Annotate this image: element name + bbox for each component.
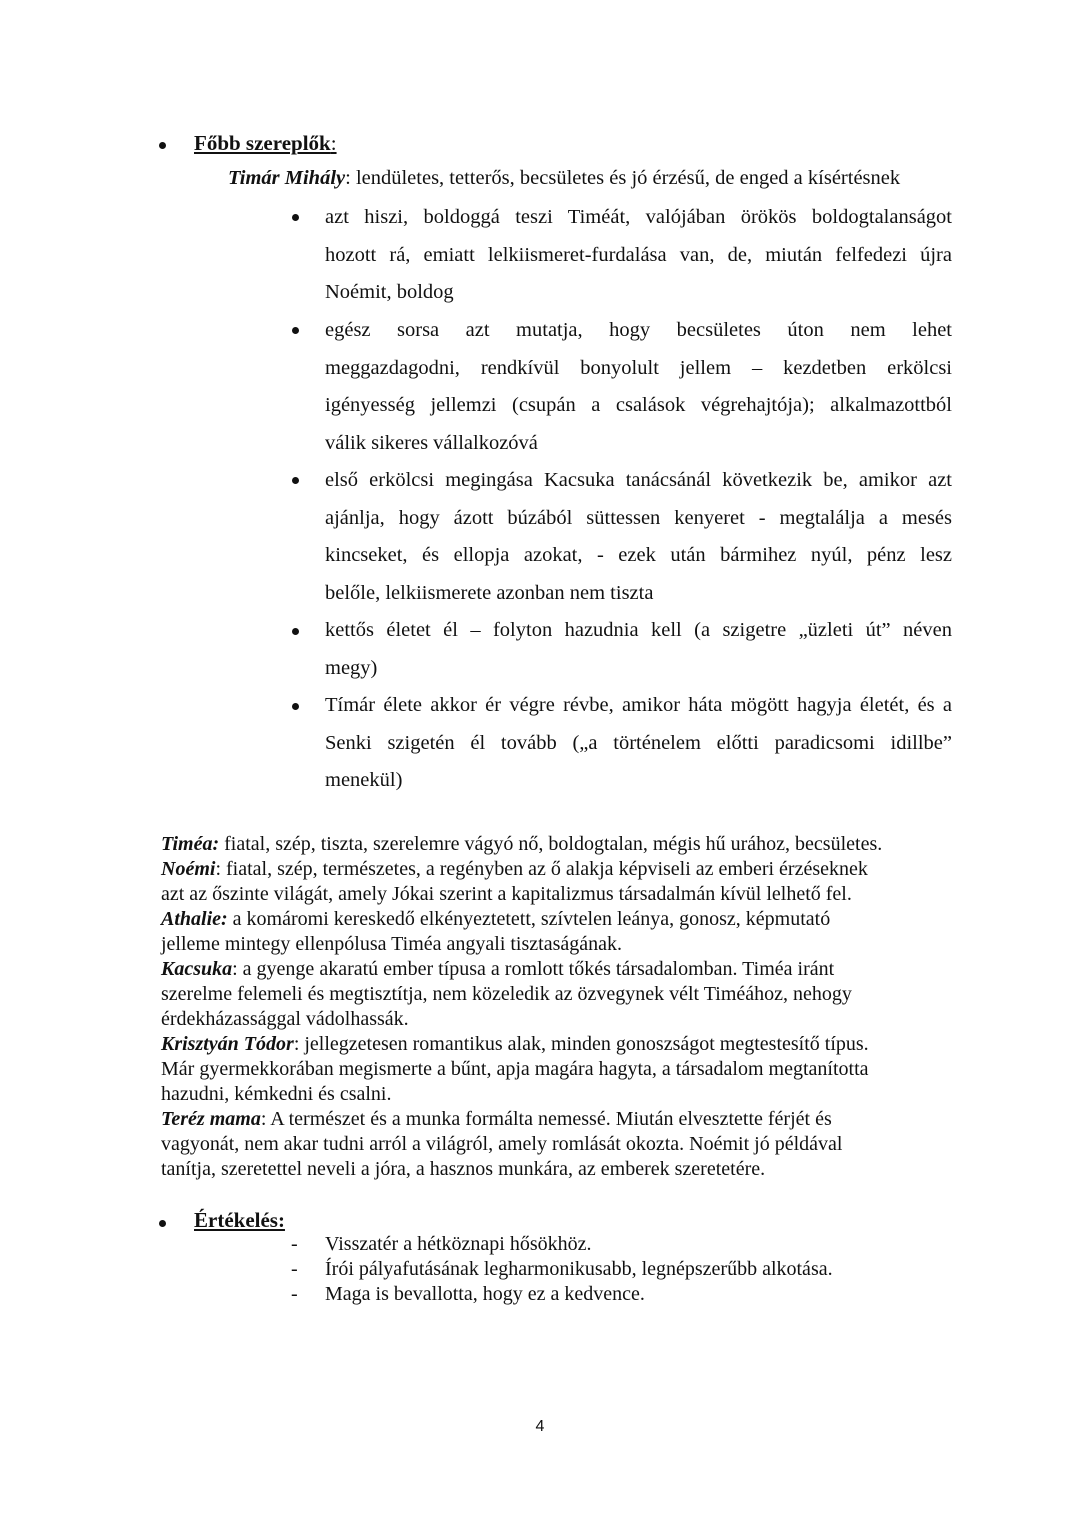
text-line: igényesség jellemzi (csupán a csalások végrehajtója); alkalmazottból: [325, 394, 952, 416]
evaluation-item: Maga is bevallotta, hogy ez a kedvence.: [325, 1283, 645, 1305]
text-line: Tímár élete akkor ér végre révbe, amikor háta mögött hagyja életét, és a: [325, 694, 952, 716]
text-line: hozott rá, emiatt lelkiismeret-furdalása van, de, miután felfedezi újra: [325, 243, 952, 266]
section-heading-ertekeles: Értékelés:: [194, 1208, 285, 1232]
character-noemi-cont: azt az őszinte világát, amely Jókai szerint a kapitalizmus társadalmán kívül lelhető fel.: [161, 883, 852, 905]
section-bullet: [159, 142, 166, 149]
character-terez: Teréz mama: A természet és a munka formálta nemessé. Miután elvesztette férjét és: [161, 1108, 832, 1130]
character-terez-cont: vagyonát, nem akar tudni arról a világról, amely romlását okozta. Noémit jó példával: [161, 1133, 843, 1155]
list-bullet: [292, 214, 299, 221]
character-noemi: Noémi: fiatal, szép, természetes, a regényben az ő alakja képviseli az emberi érzéseknek: [161, 858, 868, 880]
character-kacsuka: Kacsuka: a gyenge akaratú ember típusa a romlott tőkés társadalomban. Timéa iránt: [161, 958, 835, 980]
evaluation-item: Visszatér a hétköznapi hősökhöz.: [325, 1233, 592, 1255]
character-timea: Timéa: fiatal, szép, tiszta, szerelemre vágyó nő, boldogtalan, mégis hű urához, becsületes.: [161, 833, 883, 855]
character-krisztyan-cont: Már gyermekkorában megismerte a bűnt, apja magára hagyta, a társadalom megtanította: [161, 1058, 869, 1080]
timar-bullet-1: [325, 199, 952, 312]
list-bullet: [292, 628, 299, 635]
text-line: Noémit, boldog: [325, 281, 454, 303]
text-line: kettős életet él – folyton hazudnia kell (a szigetre „üzleti út” néven: [325, 619, 952, 641]
text-line: menekül): [325, 769, 403, 791]
timar-bullet-5: [325, 687, 952, 800]
evaluation-item: Írói pályafutásának legharmonikusabb, legnépszerűbb alkotása.: [325, 1258, 833, 1280]
character-krisztyan: Krisztyán Tódor: jellegzetesen romantikus alak, minden gonoszságot megtestesítő típus.: [161, 1033, 869, 1055]
text-line: válik sikeres vállalkozóvá: [325, 431, 538, 454]
character-terez-cont: tanítja, szeretettel neveli a jóra, a hasznos munkára, az emberek szeretetére.: [161, 1158, 766, 1180]
list-bullet: [292, 327, 299, 334]
character-athalie-cont: jelleme mintegy ellenpólusa Timéa angyali tisztaságának.: [161, 933, 622, 955]
list-dash: -: [291, 1258, 298, 1280]
text-line: meggazdagodni, rendkívül bonyolult jellem – kezdetben erkölcsi: [325, 356, 952, 379]
text-line: első erkölcsi megingása Kacsuka tanácsánál következik be, amikor azt: [325, 469, 952, 491]
timar-bullet-4: [325, 612, 952, 687]
section-bullet: [159, 1220, 166, 1227]
text-line: kincseket, és ellopja azokat, - ezek után bármihez nyúl, pénz lesz: [325, 544, 952, 566]
list-dash: -: [291, 1283, 298, 1305]
text-line: ajánlja, hogy ázott búzából süttessen kenyeret - megtalálja a mesés: [325, 506, 952, 529]
list-dash: -: [291, 1233, 298, 1255]
text-line: azt hiszi, boldoggá teszi Timéát, valójában örökös boldogtalanságot: [325, 206, 952, 228]
character-athalie: Athalie: a komáromi kereskedő elkényeztetett, szívtelen leánya, gonosz, képmutató: [161, 908, 831, 930]
timar-description: : lendületes, tetterős, becsületes és jó érzésű, de enged a kísértésnek: [345, 167, 901, 189]
section-heading-fobb-szereplok: Főbb szereplők:: [194, 131, 337, 155]
text-line: Senki szigetén él tovább („a történelem előtti paradicsomi idillbe”: [325, 731, 952, 754]
timar-intro: [228, 167, 900, 190]
character-name-timar: Timár Mihály: [228, 167, 346, 189]
character-kacsuka-cont: érdekházassággal vádolhassák.: [161, 1008, 409, 1030]
text-line: egész sorsa azt mutatja, hogy becsületes úton nem lehet: [325, 319, 952, 341]
timar-bullet-2: [325, 312, 952, 462]
timar-bullet-3: [325, 462, 952, 612]
text-line: belőle, lelkiismerete azonban nem tiszta: [325, 581, 654, 604]
page-number: 4: [535, 1418, 545, 1435]
character-kacsuka-cont: szerelme felemeli és megtisztítja, nem közeledik az özvegynek vélt Timéához, nehogy: [161, 983, 852, 1005]
list-bullet: [292, 477, 299, 484]
character-krisztyan-cont: hazudni, kémkedni és csalni.: [161, 1083, 392, 1105]
list-bullet: [292, 703, 299, 710]
text-line: megy): [325, 656, 378, 679]
